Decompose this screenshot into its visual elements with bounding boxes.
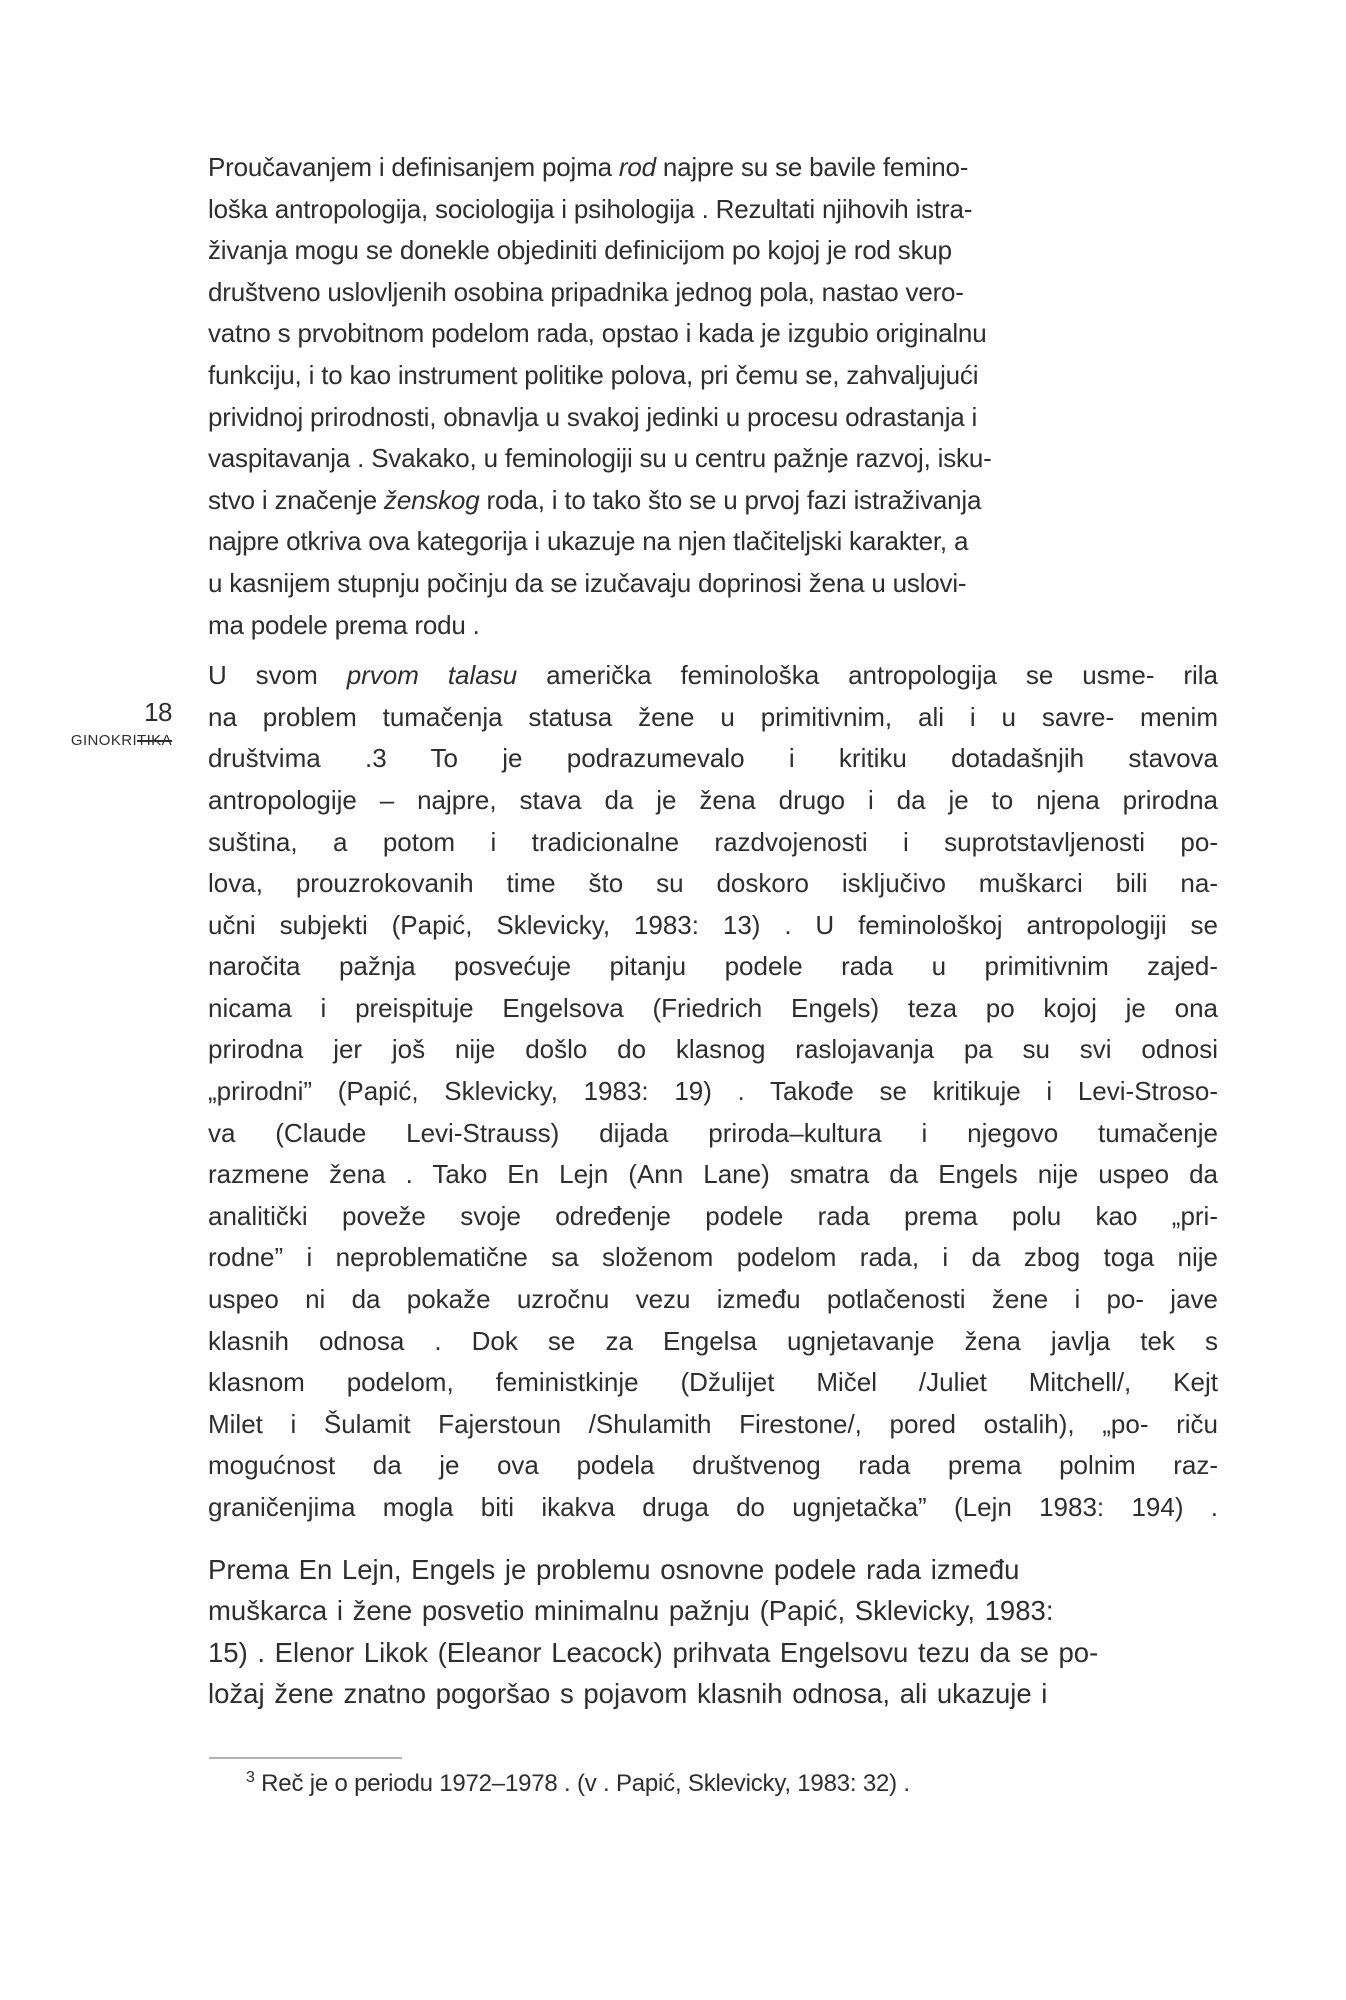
footnote-marker: 3 [246,1768,255,1786]
text-line [208,655,1218,697]
text-segment: na problem tumačenja statusa žene u primitivnim, ali i u savre- menim [208,701,1218,732]
text-segment: živanja mogu se donekle objediniti definicijom po kojoj je rod skup [208,235,952,266]
text-segment: Proučavanjem i definisanjem pojma [208,152,619,182]
text-segment: loška antropologija, sociologija i psihologija . Rezultati njihovih istra- [208,193,973,224]
text-line [208,697,1218,739]
text-segment: naročita pažnja posvećuje pitanju podele rada u primitivnim zajed- [208,951,1218,982]
text-line [208,189,1218,231]
footnote-text: Reč je o periodu 1972–1978 . (v . Papić, Sklevicky, 1983: 32) . [261,1769,910,1797]
text-line [208,738,1218,780]
text-segment: mogućnost da je ova podela društvenog rada prema polnim raz- [208,1450,1218,1481]
text-segment: ložaj žene znatno pogoršao s pojavom klasnih odnosa, ali ukazuje i [208,1678,1048,1710]
running-title-struck-segment: TIKA [137,732,172,749]
footnote-divider [209,1757,402,1759]
text-segment: društvima .3 To je podrazumevalo i kritiku dotadašnjih stavova [208,743,1218,774]
text-line [208,521,1218,563]
text-line [208,563,1218,605]
text-segment: razmene žena . Tako En Lejn (Ann Lane) smatra da Engels nije uspeo da [208,1159,1218,1190]
text-line [208,822,1218,864]
text-line [208,438,1218,480]
text-line [208,1549,1218,1591]
text-line [208,1632,1218,1674]
running-title [0,732,172,750]
text-line [208,1321,1218,1363]
text-segment: ma podele prema rodu . [208,609,480,640]
text-segment: muškarca i žene posvetio minimalnu pažnju (Papić, Sklevicky, 1983: [208,1595,1054,1627]
text-segment: najpre otkriva ova kategorija i ukazuje na njen tlačiteljski karakter, a [208,526,969,557]
text-segment: „prirodni” (Papić, Sklevicky, 1983: 19) . Takođe se kritikuje i Levi-Stroso- [208,1076,1218,1107]
text-line [208,988,1218,1030]
text-segment: društveno uslovljenih osobina pripadnika jednog pola, nastao vero- [208,276,964,307]
text-line [208,480,1218,522]
text-line [208,863,1218,905]
text-line [208,1154,1218,1196]
running-title-text: GINOKRI [70,732,138,749]
text-segment: roda, i to tako što se u prvoj fazi istraživanja [479,484,982,515]
text-segment: antropologije – najpre, stava da je žena drugo i da je to njena prirodna [208,784,1218,815]
text-segment: u kasnijem stupnju počinju da se izučavaju doprinosi žena u uslovi- [208,567,967,598]
body-paragraph [208,147,1218,646]
italic-text-segment: rod [618,152,656,182]
text-line [208,1673,1218,1715]
footnote [208,1768,1218,1800]
text-segment: stvo i značenje [208,484,385,515]
text-line [208,397,1218,439]
text-line [208,147,1218,189]
text-segment: vaspitavanja . Svakako, u feminologiji su u centru pažnje razvoj, isku- [208,443,992,474]
page-margin [0,697,172,750]
text-column [208,147,1218,1800]
text-segment: najpre su se bavile femino- [655,152,969,182]
text-segment: Prema En Lejn, Engels je problemu osnovne podele rada između [208,1553,1020,1585]
text-segment: klasnih odnosa . Dok se za Engelsa ugnjetavanje žena javlja tek s [208,1325,1218,1356]
text-line [208,1362,1218,1404]
body-paragraph [208,1549,1218,1715]
text-line [208,905,1218,947]
text-segment: suština, a potom i tradicionalne razdvojenosti i suprotstavljenosti po- [208,826,1218,857]
text-line [208,230,1218,272]
text-segment: graničenjima mogla biti ikakva druga do ugnjetačka” (Lejn 1983: 194) . [208,1492,1218,1522]
body-paragraphs [208,147,1218,1715]
text-segment: 15) . Elenor Likok (Eleanor Leacock) prihvata Engelsovu tezu da se po- [208,1636,1099,1668]
text-line [208,1445,1218,1487]
text-segment: va (Claude Levi-Strauss) dijada priroda–kultura i njegovo tumačenje [208,1117,1218,1148]
text-segment: nicama i preispituje Engelsova (Friedrich Engels) teza po kojoj je ona [208,992,1218,1023]
text-line [208,1487,1218,1529]
text-segment: U svom [208,660,347,691]
text-line [208,1590,1218,1632]
italic-text-segment: prvom talasu [346,660,518,691]
text-line [208,946,1218,988]
text-line [208,1279,1218,1321]
text-segment: prirodna jer još nije došlo do klasnog raslojavanja pa su svi odnosi [208,1034,1218,1065]
text-line [208,1237,1218,1279]
text-segment: Milet i Šulamit Fajerstoun /Shulamith Firestone/, pored ostalih), „po- riču [208,1408,1218,1439]
text-line [208,355,1218,397]
text-segment: američka feminološka antropologija se usme- rila [517,660,1219,691]
text-segment: lova, prouzrokovanih time što su doskoro isključivo muškarci bili na- [208,868,1218,899]
text-segment: funkciju, i to kao instrument politike polova, pri čemu se, zahvaljujući [208,359,979,390]
body-paragraph [208,655,1218,1528]
text-segment: vatno s prvobitnom podelom rada, opstao i kada je izgubio originalnu [208,318,987,349]
text-line [208,1113,1218,1155]
text-line [208,1196,1218,1238]
italic-text-segment: ženskog [384,484,480,515]
text-line [208,272,1218,314]
text-line [208,1029,1218,1071]
text-line [208,313,1218,355]
page-number: 18 [144,697,172,727]
text-line [208,1404,1218,1446]
text-segment: učni subjekti (Papić, Sklevicky, 1983: 13) . U feminološkoj antropologiji se [208,909,1218,940]
text-segment: prividnoj prirodnosti, obnavlja u svakoj jedinki u procesu odrastanja i [208,401,978,432]
text-segment: analitički poveže svoje određenje podele rada prema polu kao „pri- [208,1200,1218,1231]
text-segment: klasnom podelom, feministkinje (Džulijet Mičel /Juliet Mitchell/, Kejt [208,1367,1218,1398]
text-line [208,780,1218,822]
text-segment: rodne” i neproblematične sa složenom podelom rada, i da zbog toga nije [208,1242,1218,1273]
text-line [208,605,1218,647]
text-segment: uspeo ni da pokaže uzročnu vezu između potlačenosti žene i po- jave [208,1284,1218,1315]
text-line [208,1071,1218,1113]
